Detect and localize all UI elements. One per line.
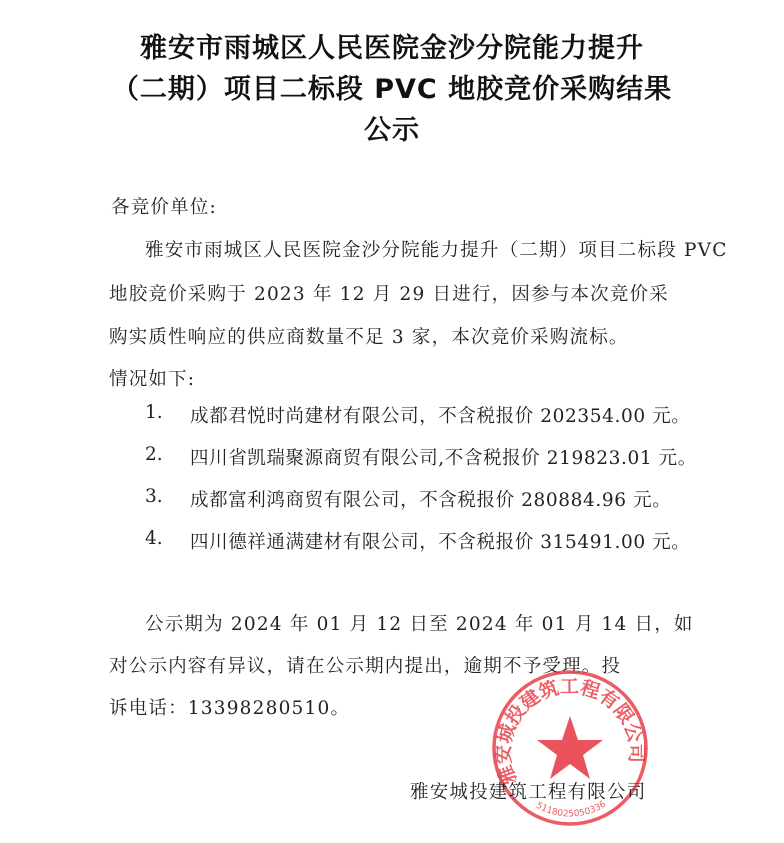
bid-item: 四川德祥通满建材有限公司，不含税报价 315491.00 元。 <box>190 532 691 553</box>
company-seal <box>490 668 650 828</box>
svg-text:5118025050336: 5118025050336 <box>534 799 608 820</box>
notice-line: 对公示内容有异议，请在公示期内提出，逾期不予受理。投 <box>109 656 622 677</box>
title-line-3: 公示 <box>364 115 420 146</box>
title-line-1: 雅安市雨城区人民医院金沙分院能力提升 <box>140 33 644 64</box>
bid-number: 3. <box>145 486 163 507</box>
bid-item: 成都富利鸿商贸有限公司，不含税报价 280884.96 元。 <box>190 490 672 511</box>
star-icon <box>537 716 603 779</box>
title-line-2: （二期）项目二标段 PVC 地胶竞价采购结果 <box>111 74 673 105</box>
bid-number: 1. <box>145 402 163 423</box>
bid-item: 四川省凯瑞聚源商贸有限公司,不含税报价 219823.01 元。 <box>190 448 697 469</box>
intro-line: 雅安市雨城区人民医院金沙分院能力提升（二期）项目二标段 PVC <box>145 240 728 261</box>
bid-number: 2. <box>145 444 163 465</box>
notice-line: 诉电话：13398280510。 <box>109 698 351 719</box>
intro-line: 购实质性响应的供应商数量不足 3 家，本次竞价采购流标。 <box>109 327 629 348</box>
intro-line: 地胶竞价采购于 2023 年 12 月 29 日进行，因参与本次竞价采 <box>109 284 669 305</box>
bid-number: 4. <box>145 528 163 549</box>
bid-item: 成都君悦时尚建材有限公司，不含税报价 202354.00 元。 <box>190 406 691 427</box>
svg-text:雅安城投建筑工程有限公司: 雅安城投建筑工程有限公司 <box>492 675 648 788</box>
intro-line: 情况如下: <box>109 369 196 390</box>
notice-line: 公示期为 2024 年 01 月 12 日至 2024 年 01 月 14 日，如 <box>145 614 694 635</box>
salutation: 各竞价单位: <box>111 197 217 218</box>
signature: 雅安城投建筑工程有限公司 <box>410 782 647 803</box>
